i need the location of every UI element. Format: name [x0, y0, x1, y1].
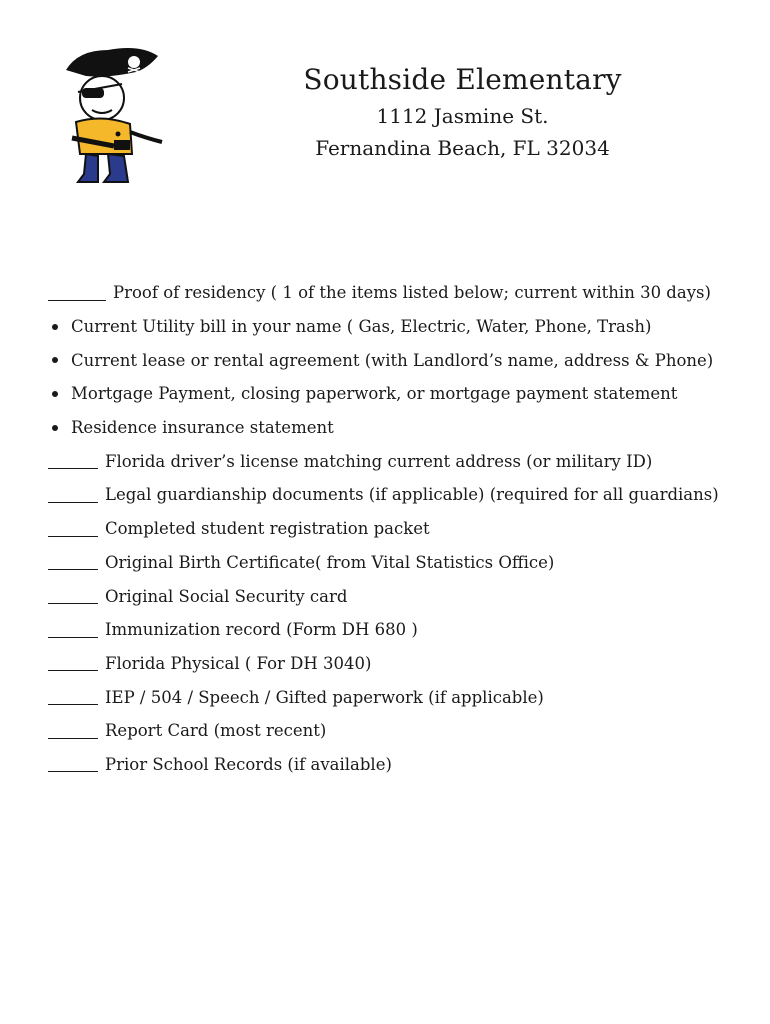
residency-option-label: Residence insurance statement: [71, 418, 334, 438]
residency-option-label: Mortgage Payment, closing paperwork, or mortgage payment statement: [71, 384, 678, 404]
check-blank[interactable]: [48, 622, 98, 638]
checklist-item: [48, 748, 738, 782]
checklist-item-label: Immunization record (Form DH 680 ): [105, 620, 418, 640]
checklist-item-residency: [48, 276, 738, 310]
checklist-item: [48, 613, 738, 647]
residency-option: [48, 411, 738, 445]
checklist-item: [48, 680, 738, 714]
address-street: 1112 Jasmine St.: [376, 104, 549, 128]
checklist-item-label: Florida driver’s license matching current address (or military ID): [105, 451, 653, 471]
bullet-icon: [52, 391, 58, 397]
bullet-icon: [52, 425, 58, 431]
checklist-item-label: IEP / 504 / Speech / Gifted paperwork (if applicable): [105, 687, 544, 707]
residency-option-label: Current Utility bill in your name ( Gas, Electric, Water, Phone, Trash): [71, 317, 652, 337]
check-blank[interactable]: [48, 689, 98, 705]
school-header: [250, 60, 675, 164]
check-blank[interactable]: [48, 588, 98, 604]
residency-option-label: Current lease or rental agreement (with Landlord’s name, address & Phone): [71, 350, 714, 370]
residency-option: [48, 343, 738, 377]
check-blank[interactable]: [48, 655, 98, 671]
checklist-item: [48, 647, 738, 681]
checklist-item-label: Proof of residency ( 1 of the items listed below; current within 30 days): [113, 283, 711, 303]
checklist-item: [48, 546, 738, 580]
checklist-item-label: Original Birth Certificate( from Vital Statistics Office): [105, 552, 555, 572]
checklist-item-label: Original Social Security card: [105, 586, 348, 606]
checklist-item-label: Report Card (most recent): [105, 721, 327, 741]
bullet-icon: [52, 357, 58, 363]
registration-checklist: [48, 276, 738, 781]
residency-option: [48, 377, 738, 411]
check-blank[interactable]: [48, 487, 98, 503]
check-blank[interactable]: [48, 554, 98, 570]
check-blank[interactable]: [48, 453, 98, 469]
check-blank[interactable]: [48, 756, 98, 772]
check-blank[interactable]: [48, 723, 98, 739]
checklist-item: [48, 512, 738, 546]
checklist-item-label: Prior School Records (if available): [105, 754, 392, 774]
pirate-mascot-logo: [58, 42, 170, 187]
checklist-item: [48, 714, 738, 748]
bullet-icon: [52, 324, 58, 330]
checklist-item-label: Completed student registration packet: [105, 519, 430, 539]
checklist-item: [48, 478, 738, 512]
residency-option: [48, 310, 738, 344]
checklist-item: [48, 444, 738, 478]
checklist-item-label: Florida Physical ( For DH 3040): [105, 653, 372, 673]
check-blank[interactable]: [48, 285, 106, 301]
school-name: Southside Elementary: [303, 63, 622, 96]
check-blank[interactable]: [48, 521, 98, 537]
address-city: Fernandina Beach, FL 32034: [315, 136, 610, 160]
checklist-item-label: Legal guardianship documents (if applicable) (required for all guardians): [105, 485, 719, 505]
checklist-item: [48, 579, 738, 613]
